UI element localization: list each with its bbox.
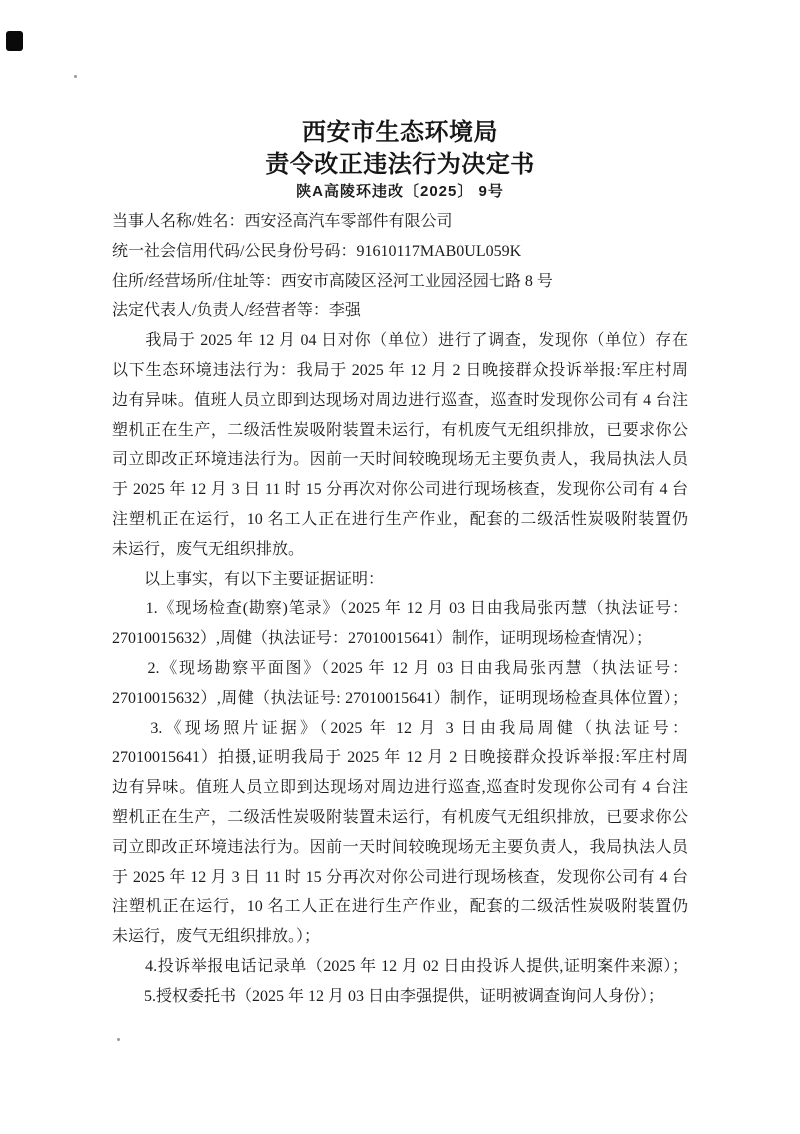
document-line: 未运行，废气无组织排放。）； bbox=[112, 928, 321, 946]
document-line: 统一社会信用代码/公民身份号码：91610117MAB0UL059K bbox=[112, 242, 522, 260]
document-line: 我局于 2025 年 12 月 04 日对你（单位）进行了调查，发现你（单位）存在 bbox=[112, 332, 688, 350]
agency-title: 西安市生态环境局 bbox=[302, 119, 498, 146]
document-line: 于 2025 年 12 月 3 日 11 时 15 分再次对你公司进行现场核查，发现你公司有 4 台 bbox=[112, 481, 688, 499]
scan-speck bbox=[117, 1038, 120, 1041]
document-line: 塑机正在生产，二级活性炭吸附装置未运行，有机废气无组织排放，已要求你公 bbox=[112, 421, 688, 439]
document-line: 司立即改正环境违法行为。因前一天时间较晚现场无主要负责人，我局执法人员 bbox=[112, 838, 688, 856]
document-line: 27010015632）,周健（执法证号：27010015641）制作，证明现场检查情况）； bbox=[112, 630, 653, 648]
document-line: 以上事实，有以下主要证据证明： bbox=[112, 570, 385, 588]
document-line: 4.投诉举报电话记录单（2025 年 12 月 02 日由投诉人提供,证明案件来源）； bbox=[112, 957, 688, 975]
document-line: 塑机正在生产，二级活性炭吸附装置未运行，有机废气无组织排放，已要求你公 bbox=[112, 808, 688, 826]
document-line: 未运行，废气无组织排放。 bbox=[112, 540, 305, 558]
document-number: 陕A高陵环违改〔2025〕 9号 bbox=[296, 183, 504, 200]
document-line: 5.授权委托书（2025 年 12 月 03 日由李强提供，证明被调查询问人身份）； bbox=[112, 987, 665, 1005]
document-line: 当事人名称/姓名：西安泾高汽车零部件有限公司 bbox=[112, 213, 453, 230]
document-line: 注塑机正在运行，10 名工人正在进行生产作业，配套的二级活性炭吸附装置仍 bbox=[112, 510, 688, 528]
document-line: 于 2025 年 12 月 3 日 11 时 15 分再次对你公司进行现场核查，发现你公司有 4 台 bbox=[112, 868, 688, 886]
document-line: 27010015632）,周健（执法证号: 27010015641）制作，证明现场检查具体位置）； bbox=[112, 689, 688, 707]
document-line: 边有异味。值班人员立即到达现场对周边进行巡查，巡查时发现你公司有 4 台注 bbox=[112, 391, 688, 409]
scan-speck bbox=[74, 75, 77, 78]
document-line: 边有异味。值班人员立即到达现场对周边进行巡查,巡查时发现你公司有 4 台注 bbox=[112, 779, 688, 797]
document-line: 司立即改正环境违法行为。因前一天时间较晚现场无主要负责人，我局执法人员 bbox=[112, 451, 688, 469]
scan-corner-artifact bbox=[6, 31, 23, 51]
document-title: 责令改正违法行为决定书 bbox=[265, 151, 535, 178]
document-line: 27010015641）拍摄,证明我局于 2025 年 12 月 2 日晚接群众投诉举报:军庄村周 bbox=[112, 749, 688, 767]
document-body bbox=[112, 207, 688, 1012]
document-line: 3.《现场照片证据》（2025 年 12 月 3 日由我局周健（执法证号： bbox=[112, 719, 688, 737]
document-line: 住所/经营场所/住址等：西安市高陵区泾河工业园泾园七路 8 号 bbox=[112, 272, 553, 290]
document-line: 注塑机正在运行，10 名工人正在进行生产作业，配套的二级活性炭吸附装置仍 bbox=[112, 898, 688, 916]
document-line: 以下生态环境违法行为：我局于 2025 年 12 月 2 日晚接群众投诉举报:军庄村周 bbox=[112, 361, 688, 379]
document-line: 1.《现场检查(勘察)笔录》（2025 年 12 月 03 日由我局张丙慧（执法证号： bbox=[112, 600, 688, 618]
document-line: 2.《现场勘察平面图》（2025 年 12 月 03 日由我局张丙慧（执法证号： bbox=[112, 659, 688, 677]
document-line: 法定代表人/负责人/经营者等：李强 bbox=[112, 302, 361, 320]
